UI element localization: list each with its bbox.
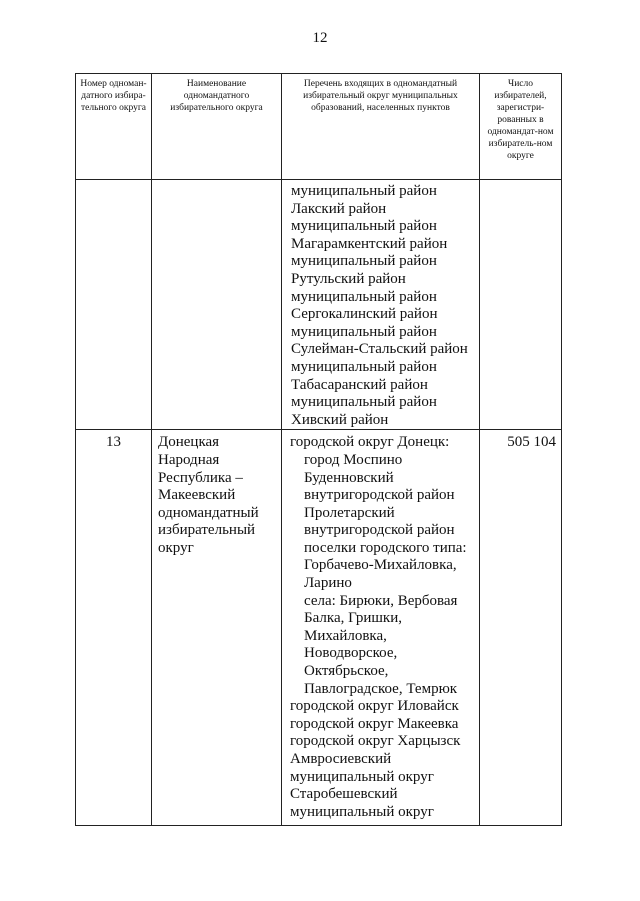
locality-line: Октябрьское, [304,663,389,680]
continuation-row [76,180,562,430]
locality-line: поселки городского типа: [304,539,467,556]
locality-line: Новодворское, [304,645,398,662]
continuation-number-cell [76,180,152,430]
district-number: 13 [76,430,152,826]
continuation-line: Сергокалинский район [291,306,438,323]
header-list: Перечень входящих в одномандатный избирательный округ муниципальных образований, населенных пунктов [282,74,480,180]
district-name-line: одномандатный [158,504,259,521]
continuation-line: Лакский район [291,200,387,217]
districts-table [75,73,562,826]
district-row [76,430,562,826]
continuation-line: Табасаранский район [291,376,428,393]
continuation-name-cell [152,180,282,430]
locality-line: Михайловка, [304,627,387,644]
locality-line: Старобешевский [290,786,398,803]
district-name-line: избирательный [158,522,256,539]
district-localities-list [282,430,480,826]
continuation-line: муниципальный район [291,218,437,235]
continuation-line: муниципальный район [291,358,437,375]
page-number: 12 [312,30,328,46]
locality-line: внутригородской район [304,487,455,504]
continuation-line: муниципальный район [291,288,437,305]
locality-line: городской округ Харцызск [290,733,461,750]
continuation-line: Хивский район [291,411,389,428]
continuation-line: Сулейман-Стальский район [291,341,468,358]
continuation-count-cell [480,180,562,430]
locality-line: муниципальный округ [290,803,434,820]
continuation-line: муниципальный район [291,323,437,340]
locality-line: муниципальный округ [290,768,434,785]
header-voter-count: Число избирателей, зарегистри-рованных в одномандат-ном избиратель-ном округе [480,74,562,180]
header-number: Номер одноман-датного избира-тельного округа [76,74,152,180]
locality-line: городской округ Иловайск [290,698,459,715]
district-name [152,430,282,826]
locality-line: городской округ Макеевка [290,715,459,732]
continuation-line: муниципальный район [291,394,437,411]
district-name-line: округ [158,539,194,556]
header-row [76,74,562,180]
continuation-list-cell [282,180,480,430]
district-name-line: Республика – [158,469,243,486]
district-voter-count: 505 104 [480,430,562,826]
locality-line: села: Бирюки, Вербовая [304,592,458,609]
locality-line: Пролетарский [304,504,395,521]
locality-line: Буденновский [304,469,394,486]
locality-line: Ларино [304,575,352,592]
continuation-line: муниципальный район [291,183,437,199]
district-name-line: Донецкая [158,434,220,451]
continuation-line: Рутульский район [291,270,406,287]
locality-line: городской округ Донецк: [290,434,450,451]
header-name: Наименование одномандатного избирательного округа [152,74,282,180]
locality-line: город Моспино [304,451,403,468]
continuation-line: муниципальный район [291,253,437,270]
locality-line: Амвросиевский [290,751,392,767]
district-name-line: Макеевский [158,487,236,504]
district-name-line: Народная [158,451,220,468]
locality-line: Горбачево-Михайловка, [304,557,457,574]
locality-line: Павлоградское, Темрюк [304,680,458,697]
locality-line: внутригородской район [304,522,455,539]
locality-line: Балка, Гришки, [304,610,402,627]
continuation-line: Магарамкентский район [291,235,448,252]
